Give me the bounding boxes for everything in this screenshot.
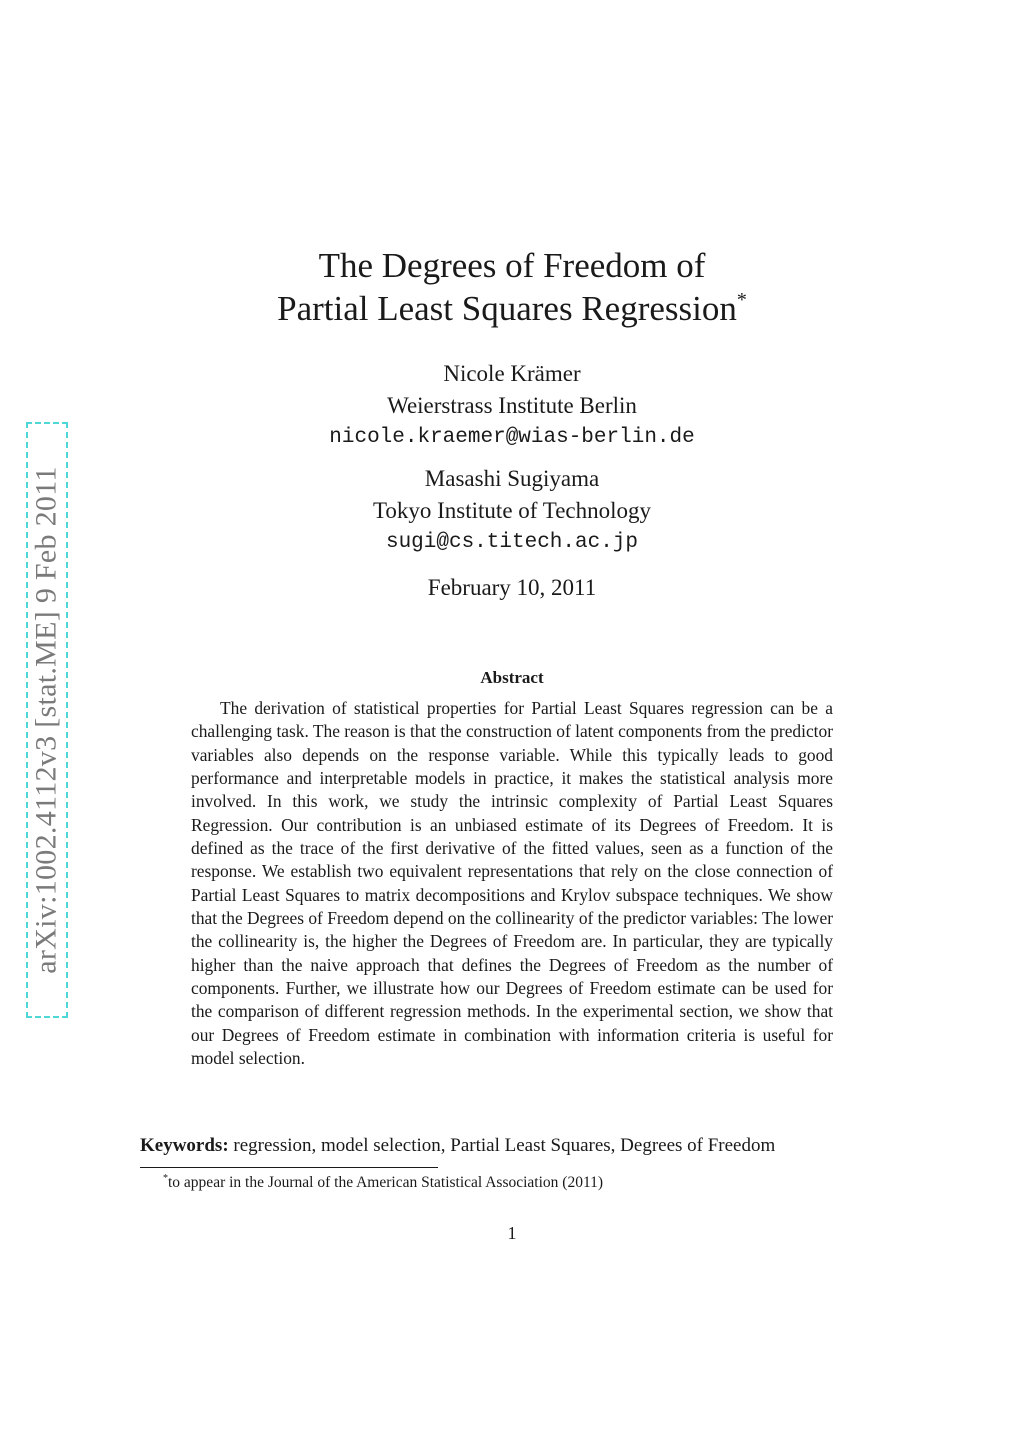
author-block-1 [0,358,1024,453]
abstract-heading: Abstract [480,668,544,687]
page-number: 1 [507,1223,517,1243]
author-name: Masashi Sugiyama [424,466,600,491]
abstract-text: The derivation of statistical properties for Partial Least Squares regression can be a challenging task. The reason is that the construction of latent components from the predictor variables also depends on the response variable. While this typically leads to good performance and interpretable models in practice, it makes the statistical analysis more involved. In this work, we study the intrinsic complexity of Partial Least Squares Regression. Our contribution is an unbiased estimate of its Degrees of Freedom. It is defined as the trace of the first derivative of the fitted values, seen as a function of the response. We establish two equivalent representations that rely on the close connection of Partial Least Squares to matrix decompositions and Krylov subspace techniques. We show that the Degrees of Freedom depend on the collinearity of the predictor variables: The lower the collinearity is, the higher the Degrees of Freedom are. In particular, they are typically higher than the naive approach that defines the Degrees of Freedom as the number of components. Further, we illustrate how our Degrees of Freedom estimate can be used for the comparison of different regression methods. In the experimental section, we show that our Degrees of Freedom estimate in combination with information criteria is useful for model selection. [191,698,833,1069]
footnote-mark: * [163,1173,168,1184]
paper-title [0,244,1024,330]
title-footnote-mark: * [736,289,747,311]
title-line-1: The Degrees of Freedom of [318,246,706,285]
author-block-2 [0,463,1024,558]
keywords-label: Keywords: [140,1135,229,1156]
author-affiliation: Tokyo Institute of Technology [372,498,652,523]
author-email: sugi@cs.titech.ac.jp [385,531,639,554]
author-affiliation: Weierstrass Institute Berlin [387,393,637,418]
arxiv-identifier-text: arXiv:1002.4112v3 [stat.ME] 9 Feb 2011 [30,466,63,974]
author-email: nicole.kraemer@wias-berlin.de [329,426,695,449]
title-line-2: Partial Least Squares Regression [277,289,737,328]
footnote-text: to appear in the Journal of the American Statistical Association (2011) [168,1174,604,1191]
keywords-line [140,1134,900,1158]
keywords-text: regression, model selection, Partial Least Squares, Degrees of Freedom [233,1135,776,1156]
footnote [163,1172,863,1194]
publication-date: February 10, 2011 [427,575,597,600]
footnote-divider [140,1167,438,1168]
author-name: Nicole Krämer [443,361,581,386]
